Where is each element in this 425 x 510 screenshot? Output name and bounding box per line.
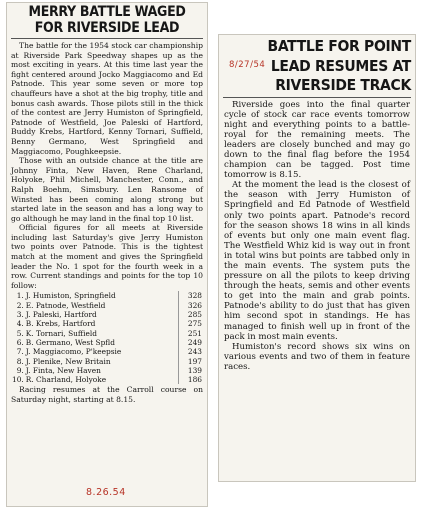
standings-row [11,375,203,384]
standings-points: 249 [179,338,204,347]
right-headline-rule [223,97,411,98]
left-headline-rule [11,38,203,39]
left-closing-paragraph: Racing resumes at the Carroll course on Saturday night, starting at 8.15. [11,385,203,404]
standings-driver: B. Krebs, Hartford [25,319,96,329]
standings-rank: 8. [16,356,24,366]
standings-driver: B. Germano, West Spfld [25,337,115,347]
standings-row [11,291,203,300]
standings-points: 328 [179,291,204,300]
left-paragraph-1: The battle for the 1954 stock car championship at Riverside Park Speedway shapes up as the most exciting in years. At this time last year the fight centered around Jocko Maggiacomo and Ed Patnode. This year some seven or more top chauffeurs have a shot at the big trophy, title and bonus cash awards. Those pilots still in the thick of the contest are Jerry Humiston of Springfield, Patnode of Westfield, Joe Paleski of Hartford, Buddy Krebs, Hartford, Kenny Tornari, Suffield, Benny Germano, West Springfield and Maggiacomo, Poughkeepsie. [11,41,203,156]
right-newspaper-clipping [218,34,416,482]
standings-driver: R. Charland, Holyoke [25,375,107,385]
left-headline-line-1: MERRY BATTLE WAGED [28,4,186,20]
standings-rank: 2. [16,300,24,310]
right-handwritten-date: 8/27/54 [229,60,266,70]
standings-row [11,347,203,356]
standings-rank: 1. [16,291,24,301]
left-paragraph-2: Those with an outside chance at the title are Johnny Finta, New Haven, Rene Charland, Holyoke, Phil Michell, Manchester, Conn., and Ralph Boehm, Simsbury. Len Ransome of Winsted has been coming along strong but started late in the season and has a long way to go although he may land in the final top 10 list. [11,156,203,223]
standings-table [11,291,203,384]
standings-rank: 10. [12,375,24,385]
standings-points: 326 [179,301,204,310]
standings-driver: J. Finta, New Haven [25,365,101,375]
standings-row [11,366,203,375]
standings-points: 186 [179,375,204,384]
standings-driver: J. Humiston, Springfield [25,291,116,301]
standings-rank: 3. [16,310,24,320]
standings-driver: K. Tornari, Suffield [25,328,97,338]
standings-rank: 7. [16,347,24,357]
standings-driver: E. Patnode, Westfield [25,300,106,310]
standings-points: 275 [179,319,204,328]
standings-points: 285 [179,310,204,319]
right-article-body [219,100,415,373]
standings-points: 251 [179,329,204,338]
standings-driver: J. Plenike, New Britain [25,356,111,366]
standings-row [11,329,203,338]
standings-row [11,301,203,310]
standings-rank: 4. [16,319,24,329]
standings-row [11,319,203,328]
standings-row [11,338,203,347]
left-headline-line-2: FOR RIVERSIDE LEAD [34,20,180,36]
right-paragraph-2: At the moment the lead is the closest of the season with Jerry Humiston of Springfield and Ed Patnode of Westfield only two points apart. Patnode's record for the season shows 18 wins in all kinds of events but only one main event flag. The Westfield Whiz kid is way out in front in total wins but points are tabbed only in the main events. The system puts the pressure on all the pilots to keep driving through the heats, semis and other events to get into the main and grab points. Patnode's ability to do just that has given him second spot in standings. He has managed to finish well up in front of the pack in most main events. [224,180,410,342]
standings-points: 197 [179,357,204,366]
standings-rank: 9. [16,365,24,375]
standings-driver: J. Maggiacomo, P'keepsie [25,347,122,357]
left-article-body [7,41,207,405]
standings-points: 139 [179,366,204,375]
standings-driver: J. Paleski, Hartford [25,310,97,320]
standings-rank: 6. [16,337,24,347]
right-headline-line-1: BATTLE FOR POINT [267,37,411,55]
right-paragraph-3: Humiston's record shows six wins on various events and two of them in feature races. [224,341,410,372]
right-headline-line-2: LEAD RESUMES AT [270,56,411,75]
left-paragraph-3: Official figures for all meets at Riverside including last Saturday's give Jerry Humiston two points over Patnode. This is the tightest match at the moment and gives the Springfield leader the No. 1 spot for the fourth week in a row. Current standings and points for the top 10 follow: [11,223,203,290]
standings-row [11,310,203,319]
left-handwritten-date: 8.26.54 [86,487,126,498]
right-paragraph-1: Riverside goes into the final quarter cycle of stock car race events tomorrow night and everything points to a battle-royal for the remaining meets. The leaders are closely bunched and may go down to the final flag before the 1954 champion can be tagged. Post time tomorrow is 8.15. [224,99,410,181]
standings-rank: 5. [16,328,24,338]
standings-points: 243 [179,347,204,356]
standings-row [11,357,203,366]
left-newspaper-clipping [6,2,208,507]
right-headline-line-3: RIVERSIDE TRACK [275,76,411,94]
